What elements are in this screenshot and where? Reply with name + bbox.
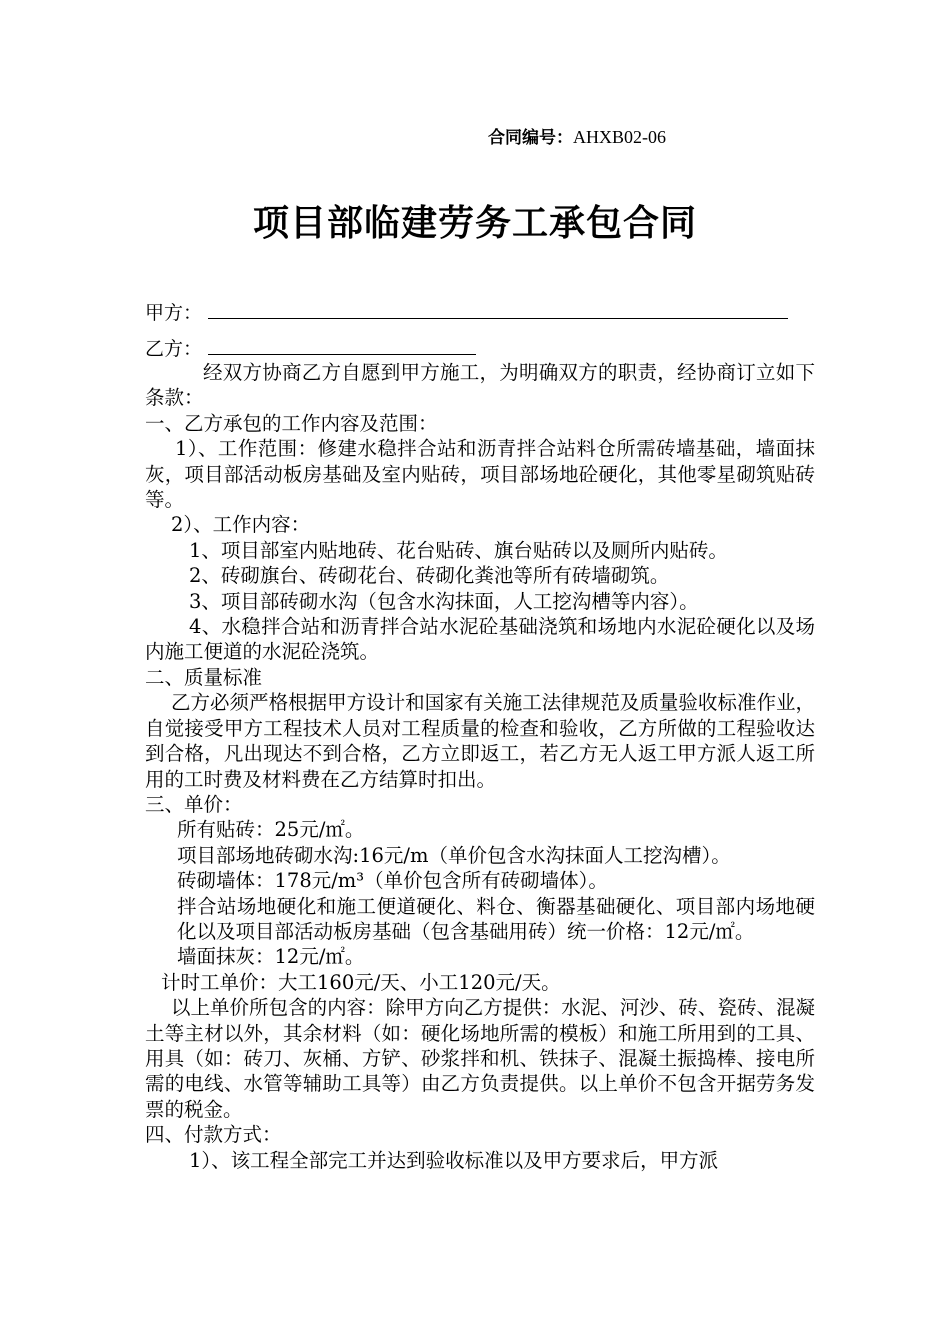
section2-text: 乙方必须严格根据甲方设计和国家有关施工法律规范及质量验收标准作业，自觉接受甲方工程技术人员对工程质量的检查和验收，乙方所做的工程验收达到合格，凡出现达不到合格，乙方立即返工，若乙方无人返工甲方派人返工所用的工时费及材料费在乙方结算时扣出。 xyxy=(145,691,815,791)
contract-body xyxy=(145,360,815,1173)
section1-item: 4、水稳拌合站和沥青拌合站水泥砼基础浇筑和场地内水泥砼硬化以及场内施工便道的水泥砼浇筑。 xyxy=(145,615,815,664)
party-a-label: 甲方： xyxy=(145,302,203,324)
party-a-row xyxy=(145,298,788,326)
price-item: 砖砌墙体：178元/m³（单价包含所有砖砌墙体）。 xyxy=(177,869,608,893)
intro-paragraph: 经双方协商乙方自愿到甲方施工，为明确双方的职责，经协商订立如下条款： xyxy=(145,361,815,410)
section1-scope: 1）、工作范围：修建水稳拌合站和沥青拌合站料仓所需砖墙基础，墙面抹灰，项目部活动板房基础及室内贴砖，项目部场地砼硬化，其他零星砌筑贴砖等。 xyxy=(145,437,815,512)
contract-number xyxy=(488,125,666,150)
section4-item: 1）、该工程全部完工并达到验收标准以及甲方要求后，甲方派 xyxy=(189,1148,719,1172)
time-price: 计时工单价：大工160元/天、小工120元/天。 xyxy=(161,970,561,994)
section1-item: 3、项目部砖砌水沟（包含水沟抹面，人工挖沟槽等内容）。 xyxy=(189,589,699,613)
price-item: 所有贴砖：25元/㎡。 xyxy=(177,818,365,842)
party-a-blank-line xyxy=(208,298,788,319)
section1-item: 1、项目部室内贴地砖、花台贴砖、旗台贴砖以及厕所内贴砖。 xyxy=(189,538,728,562)
section1-content-heading: 2）、工作内容： xyxy=(171,513,311,537)
price-item: 拌合站场地硬化和施工便道硬化、料仓、衡器基础硬化、项目部内场地硬化以及项目部活动板房基础（包含基础用砖）统一价格：12元/㎡。 xyxy=(177,894,815,943)
price-note: 以上单价所包含的内容：除甲方向乙方提供：水泥、河沙、砖、瓷砖、混凝土等主材以外，其余材料（如：硬化场地所需的模板）和施工所用到的工具、用具（如：砖刀、灰桶、方铲、砂浆拌和机、铁抹子、混凝土振捣棒、接电所需的电线、水管等辅助工具等）由乙方负责提供。以上单价不包含开据劳务发票的税金。 xyxy=(145,996,815,1121)
document-title: 项目部临建劳务工承包合同 xyxy=(252,203,697,244)
price-item: 项目部场地砖砌水沟:16元/m（单价包含水沟抹面人工挖沟槽）。 xyxy=(177,843,731,867)
contract-number-label: 合同编号： xyxy=(488,128,573,148)
party-b-blank-line xyxy=(208,334,476,355)
section1-item: 2、砖砌旗台、砖砌花台、砖砌化粪池等所有砖墙砌筑。 xyxy=(189,564,670,588)
section4-heading: 四、付款方式： xyxy=(145,1123,282,1147)
price-item: 墙面抹灰：12元/㎡。 xyxy=(177,945,365,969)
contract-number-value: AHXB02-06 xyxy=(573,127,666,147)
section2-heading: 二、质量标准 xyxy=(145,665,263,689)
section3-heading: 三、单价： xyxy=(145,792,243,816)
party-b-label: 乙方： xyxy=(145,338,203,360)
party-b-row xyxy=(145,334,476,362)
section1-heading: 一、乙方承包的工作内容及范围： xyxy=(145,411,438,435)
